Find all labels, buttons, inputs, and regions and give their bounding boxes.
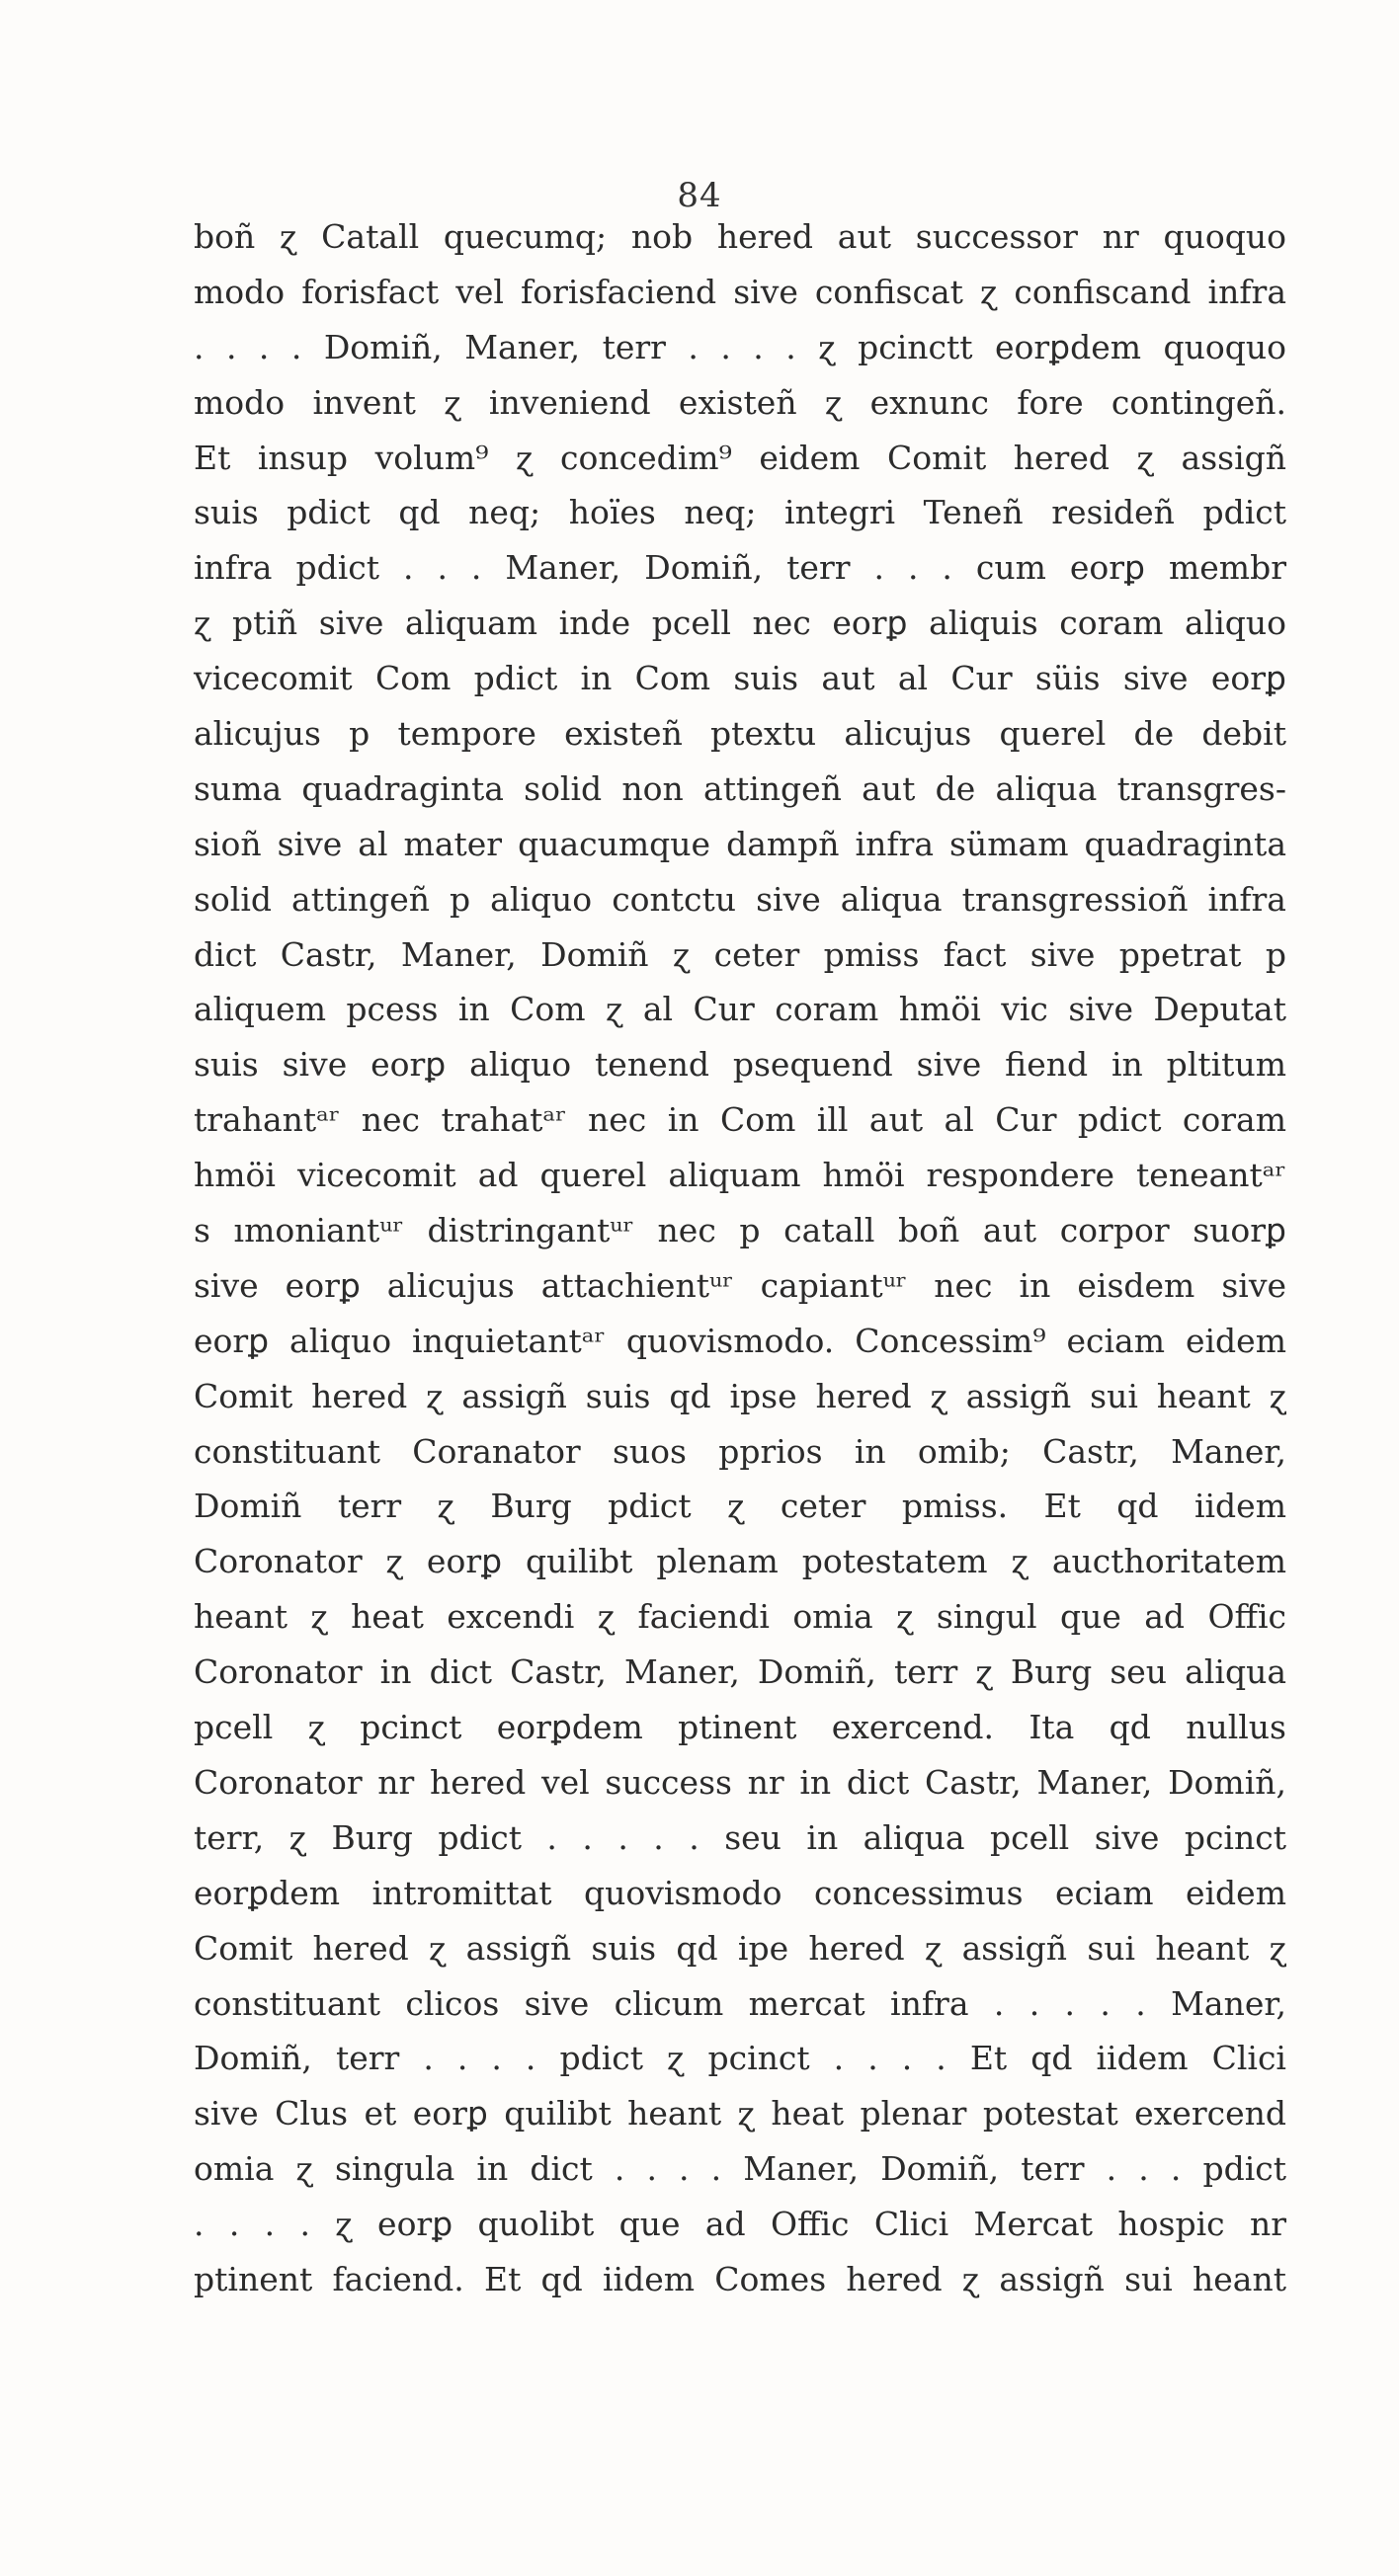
text-line: modo forisfact vel forisfaciend sive confiscat ɀ confiscand infra [194,272,1286,311]
text-line: s ımoniantᵘʳ distringantᵘʳ nec p catall boñ aut corpor suorꝑ [194,1211,1286,1250]
text-line: Coronator in dict Castr, Maner, Domiñ, terr ɀ Burg seu aliqua [194,1652,1286,1692]
text-line: . . . . Domiñ, Maner, terr . . . . ɀ pcinctt eorꝑdem quoquo [194,327,1286,366]
text-line: alicujus p tempore existeñ ptextu alicujus querel de debit [194,714,1286,754]
text-line: suma quadraginta solid non attingeñ aut de aliqua transgres- [194,768,1286,808]
text-line: solid attingeñ p aliquo contctu sive aliqua transgressioñ infra [194,879,1286,919]
text-line: aliquem pcess in Com ɀ al Cur coram hmöi vic sive Deputat [194,990,1286,1029]
text-line: suis sive eorꝑ aliquo tenend psequend sive fiend in pltitum [194,1045,1286,1085]
text-line: Domiñ terr ɀ Burg pdict ɀ ceter pmiss. Et qd iidem [194,1487,1286,1526]
text-line: . . . . ɀ eorꝑ quolibt que ad Offic Clici Mercat hospic nr [194,2205,1286,2244]
text-line: Domiñ, terr . . . . pdict ɀ pcinct . . . . Et qd iidem Clici [194,2039,1286,2078]
text-line: sive eorꝑ alicujus attachientᵘʳ capiantᵘʳ nec in eisdem sive [194,1265,1286,1305]
text-line: Et insup volum⁹ ɀ concedim⁹ eidem Comit hered ɀ assigñ [194,438,1286,477]
text-line: Comit hered ɀ assigñ suis qd ipse hered ɀ assigñ sui heant ɀ [194,1376,1286,1415]
text-line: terr, ɀ Burg pdict . . . . . seu in aliqua pcell sive pcinct [194,1817,1286,1857]
text-line: infra pdict . . . Maner, Domiñ, terr . . . cum eorꝑ membr [194,548,1286,588]
text-line: suis pdict qd neq; hoïes neq; integri Teneñ resideñ pdict [194,493,1286,532]
text-line: boñ ɀ Catall quecumq; nob hered aut successor nr quoquo [194,217,1286,256]
text-line: hmöi vicecomit ad querel aliquam hmöi respondere teneantᵃʳ [194,1156,1286,1195]
text-line: ptinent faciend. Et qd iidem Comes hered ɀ assigñ sui heant [194,2259,1286,2298]
text-line: constituant Coranator suos pprios in omib; Castr, Maner, [194,1431,1286,1471]
text-line: Coronator nr hered vel success nr in dict Castr, Maner, Domiñ, [194,1762,1286,1802]
text-line: ɀ ptiñ sive aliquam inde pcell nec eorꝑ aliquis coram aliquo [194,604,1286,643]
text-line: constituant clicos sive clicum mercat infra . . . . . Maner, [194,1983,1286,2023]
text-line: Comit hered ɀ assigñ suis qd ipe hered ɀ assigñ sui heant ɀ [194,1928,1286,1968]
text-line: trahantᵃʳ nec trahatᵃʳ nec in Com ill aut al Cur pdict coram [194,1100,1286,1140]
body-text [194,209,1286,2307]
text-line: vicecomit Com pdict in Com suis aut al Cur süis sive eorꝑ [194,659,1286,698]
text-line: heant ɀ heat excendi ɀ faciendi omia ɀ singul que ad Offic [194,1597,1286,1637]
text-line: sive Clus et eorꝑ quilibt heant ɀ heat plenar potestat exercend [194,2094,1286,2133]
text-line: pcell ɀ pcinct eorꝑdem ptinent exercend. Ita qd nullus [194,1708,1286,1747]
text-line: eorꝑdem intromittat quovismodo concessimus eciam eidem [194,1873,1286,1912]
text-line: omia ɀ singula in dict . . . . Maner, Domiñ, terr . . . pdict [194,2149,1286,2189]
text-line: eorꝑ aliquo inquietantᵃʳ quovismodo. Concessim⁹ eciam eidem [194,1321,1286,1360]
page-number: 84 [677,176,722,215]
text-line: dict Castr, Maner, Domiñ ɀ ceter pmiss fact sive ppetrat p [194,934,1286,974]
text-line: modo invent ɀ inveniend existeñ ɀ exnunc fore contingeñ. [194,382,1286,422]
text-line: sioñ sive al mater quacumque dampñ infra sümam quadraginta [194,824,1286,863]
text-line: Coronator ɀ eorꝑ quilibt plenam potestatem ɀ aucthoritatem [194,1542,1286,1581]
